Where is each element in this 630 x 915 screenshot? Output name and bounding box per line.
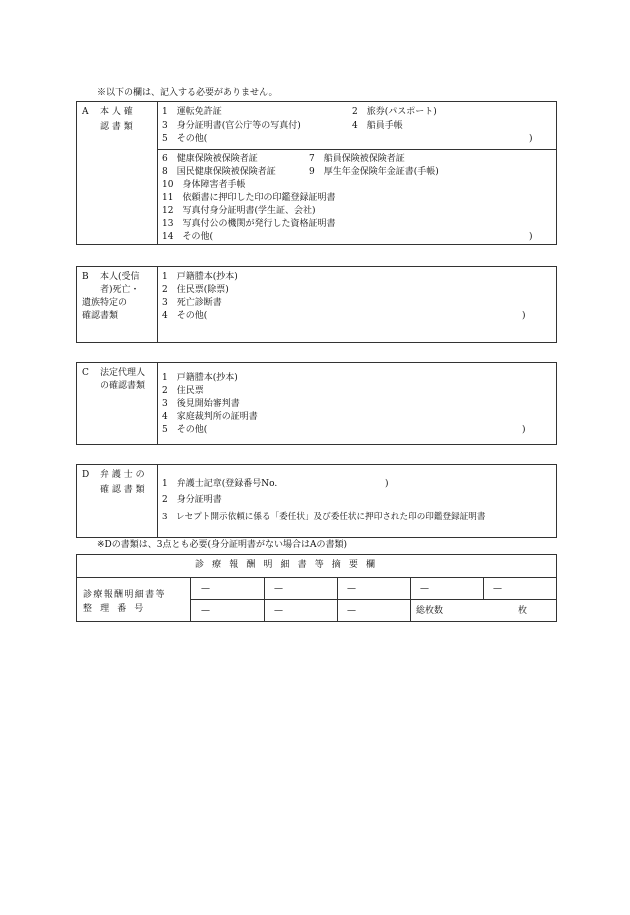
section-d-item-1: 1 弁護士記章(登録番号No. — [162, 479, 278, 489]
section-a-item-14-close: ) — [529, 232, 533, 242]
summary-r1-sep-4 — [483, 577, 484, 599]
section-c-label — [77, 363, 158, 444]
summary-table — [76, 554, 557, 622]
section-a-item-9: 9 厚生年金保険年金証書(手帳) — [309, 167, 439, 177]
summary-r2-sep-2 — [337, 599, 338, 621]
section-a-item-12: 12 写真付身分証明書(学生証、会社) — [162, 206, 316, 216]
section-a-item-7: 7 船員保険被保険者証 — [309, 154, 405, 164]
summary-r2-cell-1: — — [201, 606, 210, 616]
section-b-letter: B — [82, 272, 89, 282]
section-b-box — [76, 266, 557, 343]
section-a-item-13: 13 写真付公の機関が発行した資格証明書 — [162, 219, 336, 229]
section-c-item-5-close: ) — [522, 425, 526, 435]
section-c-label-line-2: の確認書類 — [100, 381, 146, 391]
section-c-item-4: 4 家庭裁判所の証明書 — [162, 412, 258, 422]
section-a-item-2: 2 旅券(パスポート) — [352, 107, 437, 117]
section-c-item-3: 3 後見開始審判書 — [162, 399, 240, 409]
summary-r2-cell-3: — — [347, 606, 356, 616]
section-b-item-4: 4 その他( — [162, 311, 208, 321]
summary-row-label-2: 整理番号 — [83, 604, 152, 614]
summary-row-label-1: 診療報酬明細書等 — [83, 590, 166, 600]
section-d-label — [77, 465, 158, 537]
section-a-item-1: 1 運転免許証 — [162, 107, 222, 117]
summary-r2-sep-1 — [264, 599, 265, 621]
section-c-letter: C — [82, 368, 89, 378]
section-a-item-4: 4 船員手帳 — [352, 121, 403, 131]
section-b-item-1: 1 戸籍謄本(抄本) — [162, 272, 238, 282]
section-a-label — [77, 102, 158, 244]
section-a-item-5-close: ) — [529, 134, 533, 144]
d-note: ※Dの書類は、3点とも必要(身分証明書がない場合はAの書類) — [97, 540, 348, 550]
section-a-item-11: 11 依頼書に押印した印の印鑑登録証明書 — [162, 193, 336, 203]
section-a-label-line-2: 認 書 類 — [100, 122, 133, 132]
section-a-item-8: 8 国民健康保険被保険者証 — [162, 167, 276, 177]
section-b-label-line-2: 者)死亡・ — [100, 285, 140, 295]
section-a-item-3: 3 身分証明書(官公庁等の写真付) — [162, 121, 301, 131]
section-a-label-line-1: 本 人 確 — [100, 107, 133, 117]
section-d-item-3: 3 レセプト開示依頼に係る「委任状」及び委任状に押印された印の印鑑登録証明書 — [162, 512, 486, 522]
section-b-label-line-1: 本人(受信 — [100, 272, 140, 282]
section-b-label — [77, 267, 158, 342]
summary-r2-cell-2: — — [274, 606, 283, 616]
section-a-box — [76, 101, 557, 245]
summary-r1-sep-2 — [337, 577, 338, 599]
section-a-item-6: 6 健康保険被保険者証 — [162, 154, 258, 164]
section-a-item-5: 5 その他( — [162, 134, 208, 144]
section-d-letter: D — [82, 470, 90, 480]
section-a-divider — [158, 149, 556, 150]
summary-r1-cell-3: — — [347, 584, 356, 594]
summary-header: 診療報酬明細書等摘要欄 — [195, 560, 384, 570]
section-b-item-3: 3 死亡診断書 — [162, 298, 222, 308]
summary-r1-cell-2: — — [274, 584, 283, 594]
section-c-item-1: 1 戸籍謄本(抄本) — [162, 373, 238, 383]
section-c-label-line-1: 法定代理人 — [100, 368, 146, 378]
summary-total-label: 総枚数 — [416, 606, 444, 616]
section-a-letter: A — [82, 107, 89, 117]
top-note: ※以下の欄は、記入する必要がありません。 — [97, 88, 278, 98]
section-d-item-2: 2 身分証明書 — [162, 495, 222, 505]
section-d-label-line-1: 弁 護 士 の — [100, 470, 145, 480]
section-a-item-14: 14 その他( — [162, 232, 213, 242]
section-a-item-10: 10 身体障害者手帳 — [162, 180, 246, 190]
summary-r1-cell-5: — — [493, 584, 502, 594]
summary-r1-cell-1: — — [201, 584, 210, 594]
summary-row-divider — [190, 599, 556, 600]
summary-r1-sep-1 — [264, 577, 265, 599]
section-c-item-5: 5 その他( — [162, 425, 208, 435]
summary-r1-cell-4: — — [420, 584, 429, 594]
section-b-item-4-close: ) — [522, 311, 526, 321]
section-d-box — [76, 464, 557, 538]
section-d-label-line-2: 確 認 書 類 — [100, 485, 145, 495]
section-c-box — [76, 362, 557, 445]
summary-r2-sep-3 — [410, 599, 411, 621]
section-c-item-2: 2 住民票 — [162, 386, 204, 396]
section-d-item-1-close: ) — [385, 479, 389, 489]
section-b-label-line-3: 遺族特定の — [82, 298, 128, 308]
summary-header-divider — [77, 577, 556, 578]
section-b-label-line-4: 確認書類 — [82, 311, 119, 321]
summary-r1-sep-3 — [410, 577, 411, 599]
summary-total-unit: 枚 — [518, 606, 528, 616]
section-b-item-2: 2 住民票(除票) — [162, 285, 229, 295]
